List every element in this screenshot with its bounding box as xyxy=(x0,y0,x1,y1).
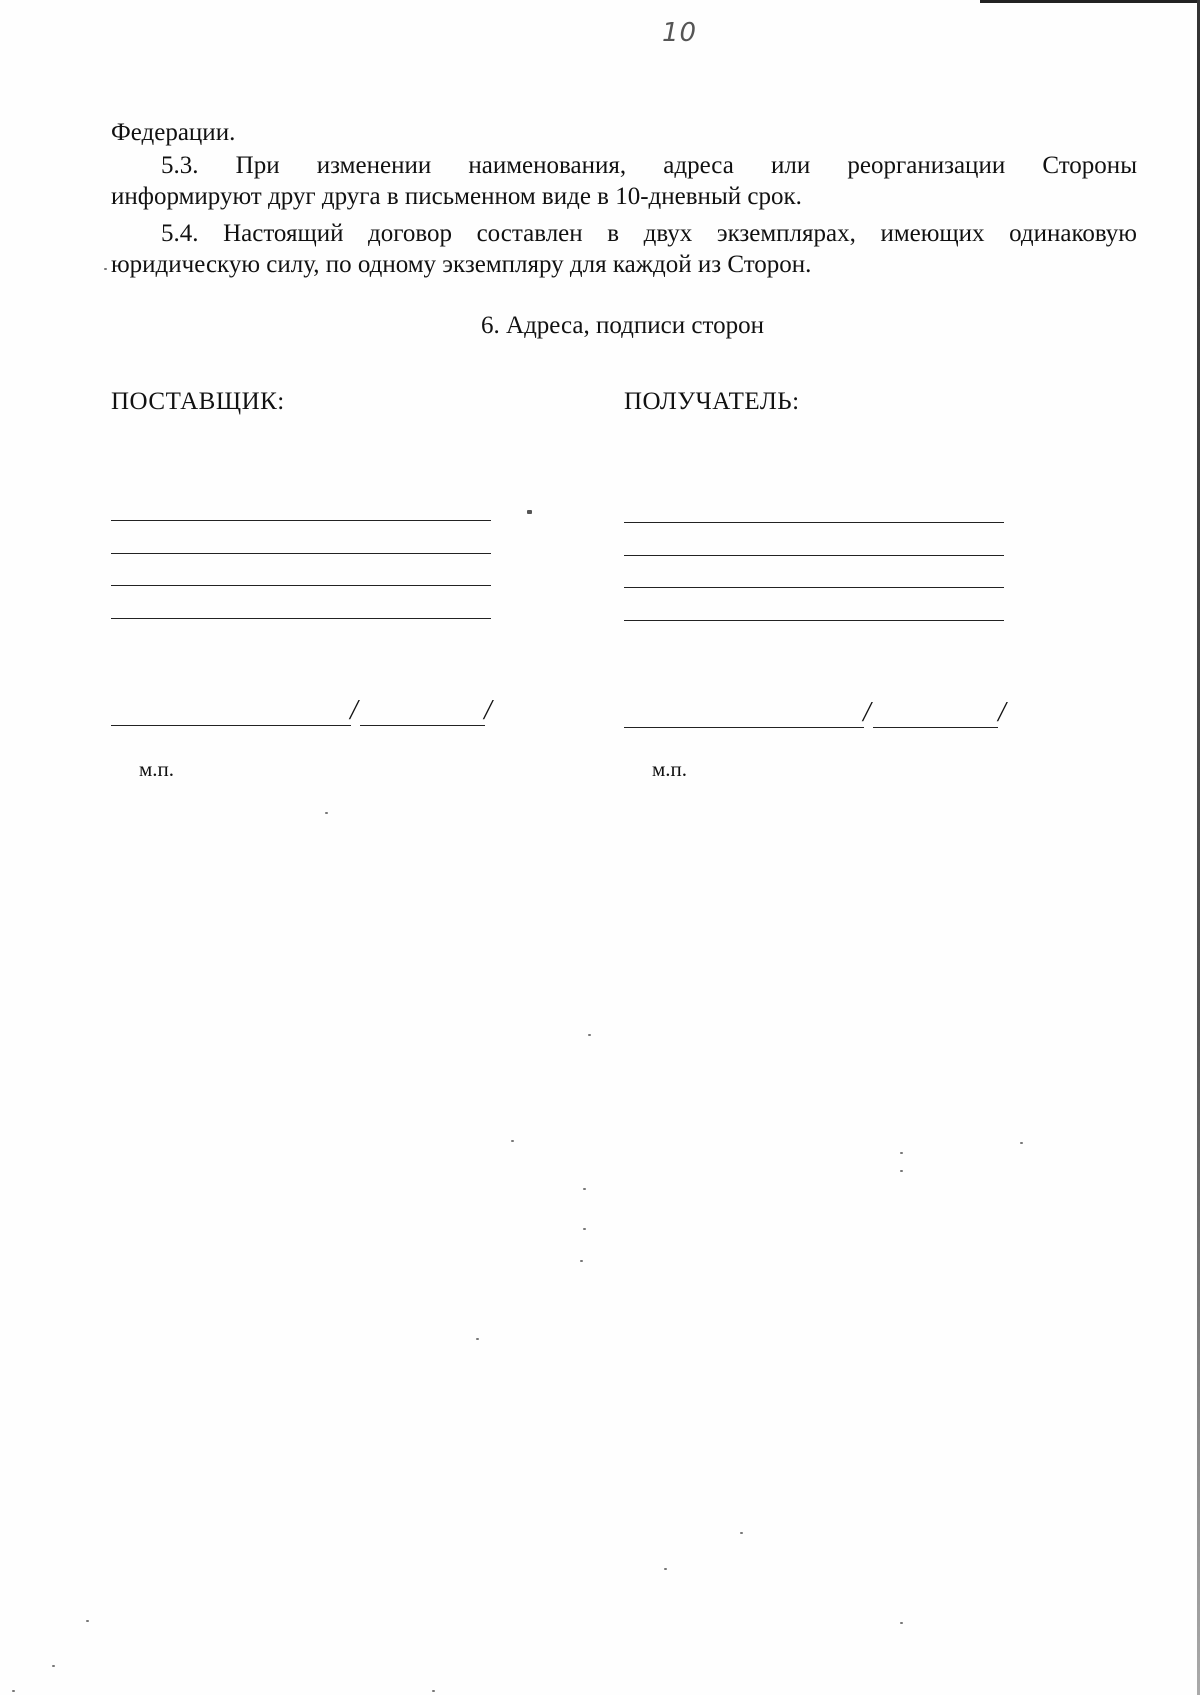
supplier-address-line-2 xyxy=(111,553,491,554)
clause-5-3 xyxy=(111,150,1137,212)
scan-speck xyxy=(583,1228,586,1230)
clause-5-4-line-2: юридическую силу, по одному экземпляру для каждой из Сторон. xyxy=(111,251,812,278)
body-line-federation: Федерации. xyxy=(111,119,236,146)
recipient-address-line-3 xyxy=(624,587,1004,588)
supplier-address-line-1 xyxy=(111,520,491,521)
recipient-signature-slash-1: / xyxy=(863,697,871,728)
scan-speck xyxy=(432,1690,435,1692)
scan-speck xyxy=(580,1260,583,1262)
scan-speck xyxy=(664,1568,667,1570)
supplier-address-line-4 xyxy=(111,618,491,619)
supplier-name-line xyxy=(360,725,485,726)
scan-speck xyxy=(900,1170,903,1172)
scan-speck xyxy=(325,812,328,814)
scan-speck xyxy=(511,1140,514,1142)
recipient-signature-line xyxy=(624,727,864,728)
scan-speck xyxy=(52,1665,55,1667)
scan-speck xyxy=(900,1152,903,1154)
scan-speck xyxy=(12,1690,15,1692)
supplier-signature-slash-1: / xyxy=(350,695,358,726)
clause-5-3-line-2: информируют друг друга в письменном виде в 10-дневный срок. xyxy=(111,183,802,210)
scan-edge-top xyxy=(980,0,1200,3)
recipient-stamp-label: м.п. xyxy=(652,757,688,781)
scan-speck xyxy=(86,1620,89,1622)
recipient-name-line xyxy=(873,727,998,728)
recipient-address-line-2 xyxy=(624,555,1004,556)
supplier-address-line-3 xyxy=(111,585,491,586)
clause-5-3-line-1: 5.3. При изменении наименования, адреса или реорганизации Стороны xyxy=(161,152,1137,179)
recipient-label: ПОЛУЧАТЕЛЬ: xyxy=(624,388,800,415)
clause-5-4 xyxy=(111,218,1137,280)
scan-speck xyxy=(588,1034,591,1036)
supplier-signature-line xyxy=(111,725,351,726)
supplier-stamp-label: м.п. xyxy=(139,757,175,781)
supplier-signature-slash-2: / xyxy=(484,695,492,726)
scan-speck xyxy=(583,1188,586,1190)
body-text xyxy=(111,117,1137,148)
clause-5-4-line-1: 5.4. Настоящий договор составлен в двух экземплярах, имеющих одинаковую xyxy=(161,220,1137,247)
scan-speck xyxy=(527,510,532,514)
section-6-title: 6. Адреса, подписи сторон xyxy=(481,312,764,339)
recipient-signature-slash-2: / xyxy=(998,697,1006,728)
scan-speck xyxy=(740,1532,743,1534)
scan-speck xyxy=(900,1622,903,1624)
supplier-label: ПОСТАВЩИК: xyxy=(111,388,285,415)
recipient-address-line-1 xyxy=(624,522,1004,523)
recipient-address-line-4 xyxy=(624,620,1004,621)
scan-speck xyxy=(104,268,107,270)
scan-speck xyxy=(1020,1142,1023,1144)
scan-speck xyxy=(476,1338,479,1340)
page-number: 10 xyxy=(662,18,698,48)
